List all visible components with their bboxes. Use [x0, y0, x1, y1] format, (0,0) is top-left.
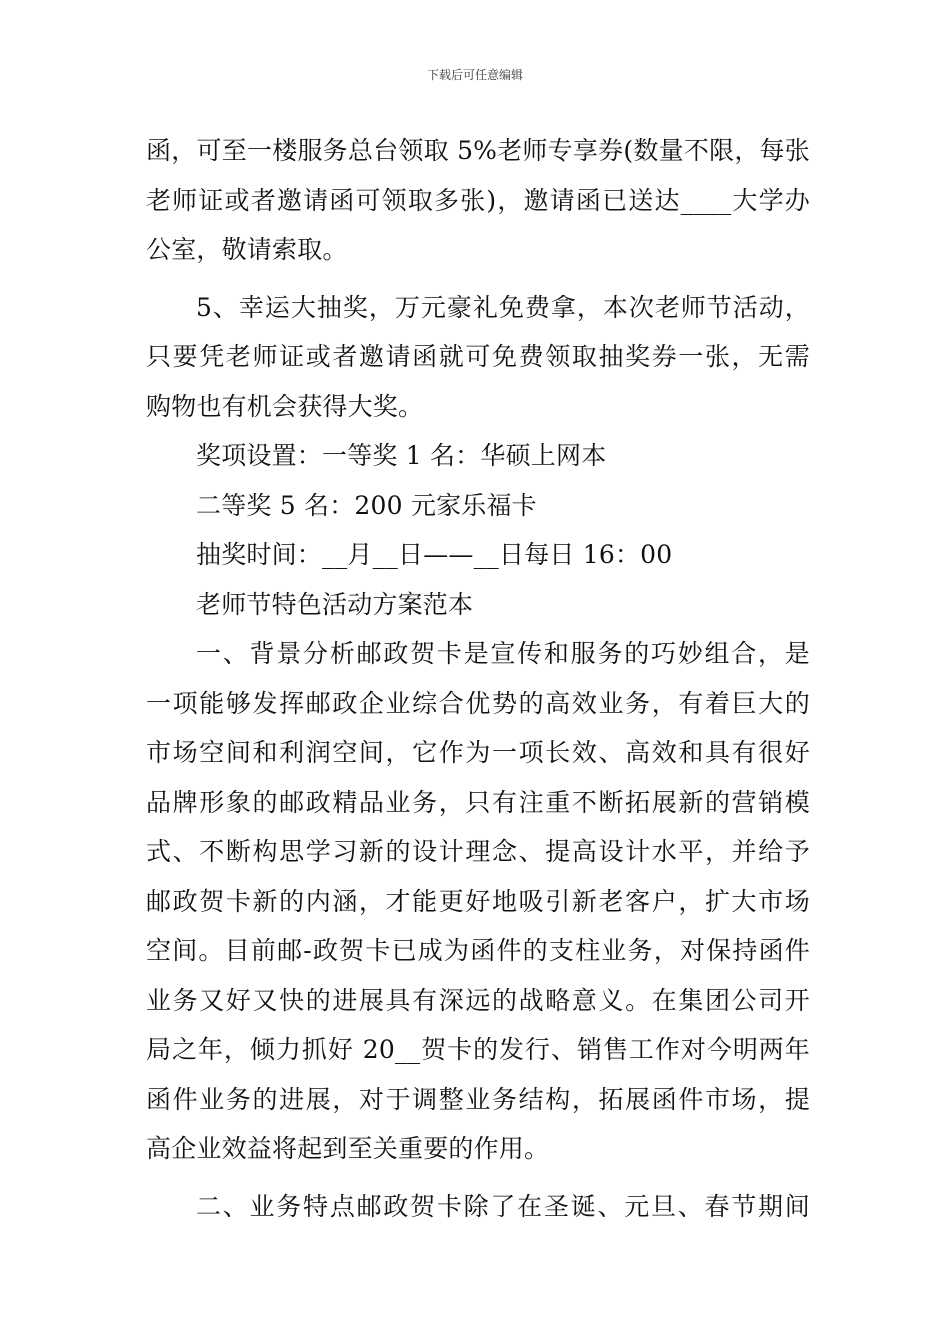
text-line: 函件业务的进展，对于调整业务结构，拓展函件市场，提	[146, 1084, 810, 1114]
prize-setting-line: 奖项设置：一等奖 1 名：华硕上网本	[196, 441, 607, 470]
text-line: 公室，敬请索取。	[146, 235, 348, 264]
text-line: 购物也有机会获得大奖。	[146, 391, 424, 421]
second-prize-line: 二等奖 5 名：200 元家乐福卡	[196, 490, 537, 520]
text-line: 式、不断构思学习新的设计理念、提高设计水平，并给予	[146, 837, 810, 866]
text-line: 高企业效益将起到至关重要的作用。	[146, 1134, 550, 1163]
text-line: 业务又好又快的进展具有深远的战略意义。在集团公司开	[146, 985, 810, 1015]
text-line: 老师证或者邀请函可领取多张)，邀请函已送达____大学办	[146, 185, 810, 215]
paragraph-start-line: 二、业务特点邮政贺卡除了在圣诞、元旦、春节期间	[196, 1191, 810, 1221]
text-line: 一项能够发挥邮政企业综合优势的高效业务，有着巨大的	[146, 688, 810, 718]
section-title: 老师节特色活动方案范本	[196, 589, 474, 619]
draw-time-line: 抽奖时间：__月__日——__日每日 16：00	[196, 540, 673, 569]
text-line: 只要凭老师证或者邀请函就可免费领取抽奖券一张，无需	[146, 342, 810, 371]
text-line: 局之年，倾力抓好 20__贺卡的发行、销售工作对今明两年	[146, 1035, 810, 1064]
page-header: 下载后可任意编辑	[426, 68, 523, 82]
text-line: 市场空间和利润空间，它作为一项长效、高效和具有很好	[146, 738, 810, 767]
text-line: 空间。目前邮-政贺卡已成为函件的支柱业务，对保持函件	[146, 936, 810, 965]
text-line: 品牌形象的邮政精品业务，只有注重不断拓展新的营销模	[146, 787, 810, 817]
paragraph-start-line: 5、幸运大抽奖，万元豪礼免费拿，本次老师节活动，	[196, 292, 810, 322]
text-line: 邮政贺卡新的内涵，才能更好地吸引新老客户，扩大市场	[146, 886, 810, 916]
document-body	[146, 126, 810, 1231]
paragraph-start-line: 一、背景分析邮政贺卡是宣传和服务的巧妙组合，是	[196, 639, 810, 668]
text-line: 函，可至一楼服务总台领取 5%老师专享券(数量不限，每张	[146, 136, 810, 165]
